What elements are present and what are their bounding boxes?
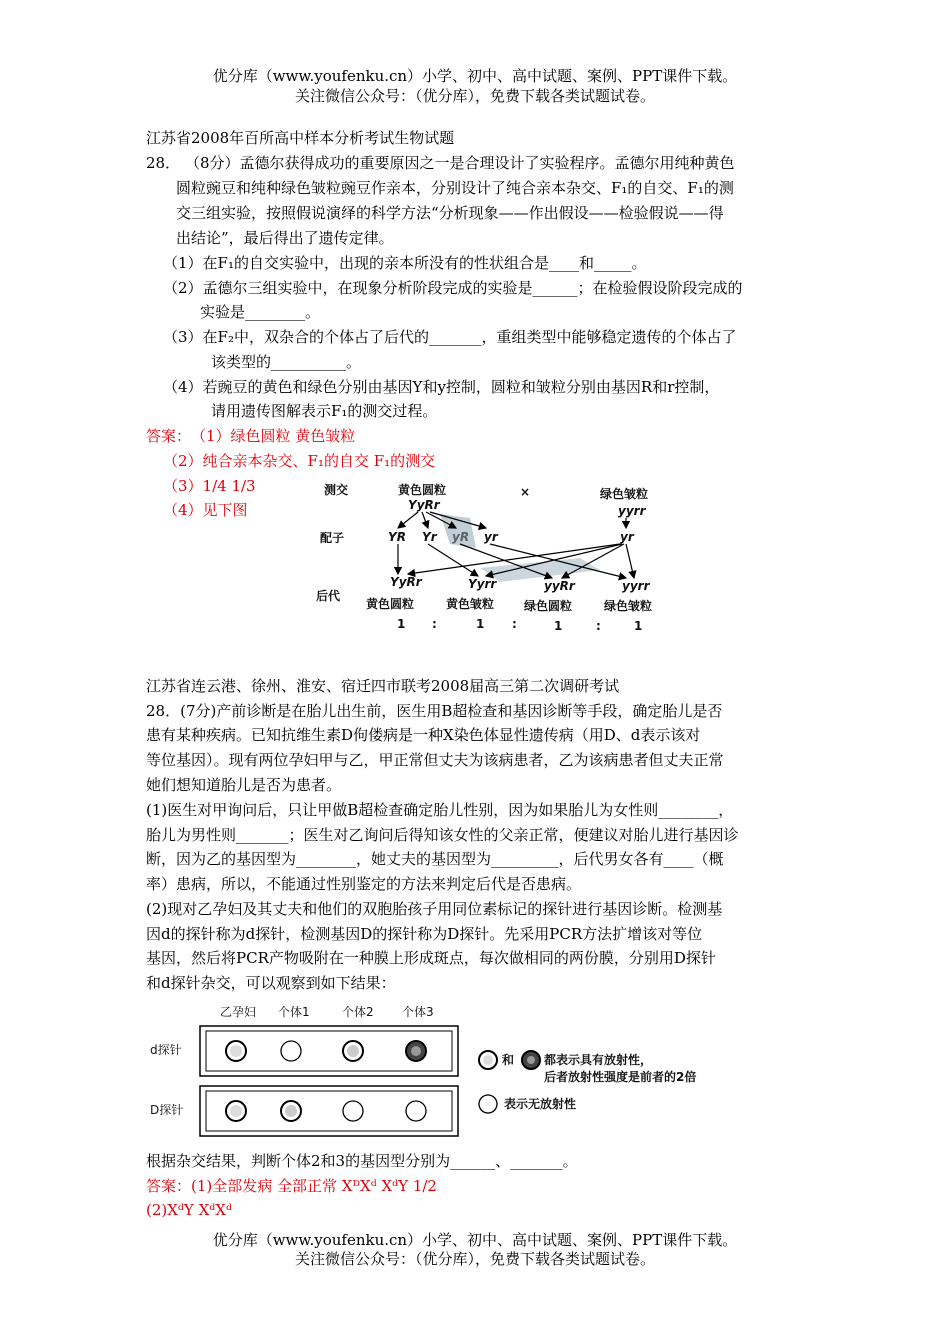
section2-part1-line-4: 率）患病，所以，不能通过性别鉴定的方法来判定后代是否患病。 xyxy=(146,875,582,893)
column-individual-3: 个体3 xyxy=(402,1005,434,1019)
answer-3: （3）1/4 1/3 xyxy=(163,477,256,495)
section2-part2-line-4: 和d探针杂交，可以观察到如下结果： xyxy=(146,974,396,992)
row-label-testcross: 测交 xyxy=(324,483,349,497)
section2-part1-line-1: (1)医生对甲询问后，只让甲做B超检查确定胎儿性别，因为如果胎儿为女性则________， xyxy=(146,801,734,819)
parent2-phenotype: 绿色皱粒 xyxy=(600,487,649,501)
column-pregnant-woman: 乙孕妇 xyxy=(220,1005,257,1019)
legend-spot-strong-core xyxy=(527,1056,535,1064)
section2-part2-line-2: 因d的探针称为d探针，检测基因D的探针称为D探针。先采用PCR方法扩增该对等位 xyxy=(146,925,703,943)
section2-stem-line-2: 患有某种疾病。已知抗维生素D佝偻病是一种X染色体显性遗传病（用D、d表示该对 xyxy=(146,726,701,744)
section2-source: 江苏省连云港、徐州、淮安、宿迁四市联考2008届高三第二次调研考试 xyxy=(146,677,620,695)
gamete-YR: YR xyxy=(388,530,406,544)
legend-none-text: 表示无放射性 xyxy=(504,1097,577,1111)
section1-question-3-line-2: 该类型的__________。 xyxy=(211,353,362,371)
answer-label: 答案： xyxy=(146,427,192,445)
section2-stem-line-4: 她们想知道胎儿是否为患者。 xyxy=(146,776,342,794)
D-spot-individual-1-core xyxy=(285,1105,297,1117)
section2-part1-line-3: 断，因为乙的基因型为________，她丈夫的基因型为_________，后代男女各有____（概 xyxy=(146,850,724,868)
legend-strength-text: 后者放射性强度是前者的2倍 xyxy=(544,1070,697,1084)
section1-question-2-line-1: （2）孟德尔三组实验中，在现象分析阶段完成的实验是______；在检验假设阶段完成的 xyxy=(163,279,743,297)
ratio-sep-3: : xyxy=(596,619,601,633)
ratio-1: 1 xyxy=(397,617,406,631)
D-spot-pregnant-woman-core xyxy=(230,1105,242,1117)
probe-figure xyxy=(146,1000,746,1140)
section1-stem-line-1: （8分）孟德尔获得成功的重要原因之一是合理设计了实验程序。孟德尔用纯种黄色 xyxy=(185,154,735,172)
legend-radioactive-text: 都表示具有放射性， xyxy=(544,1053,653,1067)
parent1-genotype: YyRr xyxy=(408,498,440,512)
offspring-genotype-3: yyRr xyxy=(544,579,575,593)
section1-question-3-line-1: （3）在F₂中，双杂合的个体占了后代的_______，重组类型中能够稳定遗传的个体占了 xyxy=(163,328,737,346)
section1-source: 江苏省2008年百所高中样本分析考试生物试题 xyxy=(146,129,455,147)
row-label-gametes: 配子 xyxy=(320,531,345,545)
legend-spot-none xyxy=(479,1095,497,1113)
section1-stem-line-4: 出结论”，最后得出了遗传定律。 xyxy=(176,229,394,247)
section2-answer-2: (2)XᵈY XᵈXᵈ xyxy=(146,1201,232,1219)
legend-and: 和 xyxy=(502,1053,515,1067)
section1-question-number: 28． xyxy=(146,154,181,172)
D-spot-individual-2 xyxy=(343,1101,363,1121)
shading-1 xyxy=(440,514,476,548)
d-spot-individual-3-core xyxy=(411,1046,421,1056)
offspring-genotype-4: yyrr xyxy=(622,579,650,593)
section1-question-2-line-2: 实验是________。 xyxy=(200,303,321,321)
D-spot-individual-3 xyxy=(406,1101,426,1121)
parent1-phenotype: 黄色圆粒 xyxy=(398,483,447,497)
section2-part2-line-3: 基因，然后将PCR产物吸附在一种膜上形成斑点，每次做相同的两份膜，分别用D探针 xyxy=(146,949,716,967)
section2-stem-line-3: 等位基因）。现有两位孕妇甲与乙，甲正常但丈夫为该病患者，乙为该病患者但丈夫正常 xyxy=(146,751,724,769)
section1-question-4-line-1: （4）若豌豆的黄色和绿色分别由基因Y和y控制，圆粒和皱粒分别由基因R和r控制， xyxy=(163,378,720,396)
section2-answer-1: 答案：(1)全部发病 全部正常 XᴰXᵈ XᵈY 1/2 xyxy=(146,1177,437,1195)
footer-line-2: 关注微信公众号：（优分库），免费下载各类试题试卷。 xyxy=(294,1250,655,1268)
column-individual-2: 个体2 xyxy=(342,1005,374,1019)
offspring-genotype-1: YyRr xyxy=(390,575,422,589)
testcross-diagram xyxy=(300,478,680,638)
offspring-phenotype-2: 黄色皱粒 xyxy=(446,597,495,611)
row-label-D-probe: D探针 xyxy=(150,1103,184,1117)
section2-part2-line-1: (2)现对乙孕妇及其丈夫和他们的双胞胎孩子用同位素标记的探针进行基因诊断。检测基 xyxy=(146,900,723,918)
offspring-phenotype-3: 绿色圆粒 xyxy=(524,599,573,613)
answer-4: （4）见下图 xyxy=(163,501,248,519)
parent2-genotype: yyrr xyxy=(618,504,646,518)
offspring-genotype-2: Yyrr xyxy=(468,577,497,591)
cross-sign: × xyxy=(520,485,531,499)
ratio-4: 1 xyxy=(634,619,643,633)
answer-2: （2）纯合亲本杂交、F₁的自交 F₁的测交 xyxy=(163,452,436,470)
gamete-parent2-yr: yr xyxy=(620,530,634,544)
header-line-2: 关注微信公众号：（优分库），免费下载各类试题试卷。 xyxy=(294,87,655,105)
section1-question-4-line-2: 请用遗传图解表示F₁的测交过程。 xyxy=(211,402,438,420)
d-spot-pregnant-woman-core xyxy=(230,1045,242,1057)
footer-line-1: 优分库（www.youfenku.cn）小学、初中、高中试题、案例、PPT课件下载。 xyxy=(212,1231,738,1249)
column-individual-1: 个体1 xyxy=(278,1005,310,1019)
legend-spot-radioactive-core xyxy=(483,1055,493,1065)
section1-stem-line-3: 交三组实验，按照假说演绎的科学方法“分析现象——作出假设——检验假说——得 xyxy=(176,204,724,222)
d-spot-individual-2-core xyxy=(347,1045,359,1057)
ratio-3: 1 xyxy=(554,619,563,633)
ratio-sep-2: : xyxy=(512,617,517,631)
answer-1: （1）绿色圆粒 黄色皱粒 xyxy=(191,427,356,445)
ratio-2: 1 xyxy=(476,617,485,631)
section2-final-question: 根据杂交结果，判断个体2和3的基因型分别为______、_______。 xyxy=(146,1152,578,1170)
section1-stem-line-2: 圆粒豌豆和纯种绿色皱粒豌豆作亲本，分别设计了纯合亲本杂交、F₁的自交、F₁的测 xyxy=(176,179,734,197)
row-label-offspring: 后代 xyxy=(316,589,341,603)
d-spot-individual-1 xyxy=(281,1041,301,1061)
header-line-1: 优分库（www.youfenku.cn）小学、初中、高中试题、案例、PPT课件下载。 xyxy=(212,67,738,85)
gamete-Yr: Yr xyxy=(422,530,437,544)
section2-stem-line-1: 28．(7分)产前诊断是在胎儿出生前，医生用B超检查和基因诊断等手段，确定胎儿是否 xyxy=(146,702,723,720)
offspring-phenotype-1: 黄色圆粒 xyxy=(366,597,415,611)
section1-question-1: （1）在F₁的自交实验中，出现的亲本所没有的性状组合是____和_____。 xyxy=(163,254,647,272)
section2-part1-line-2: 胎儿为男性则_______；医生对乙询问后得知该女性的父亲正常，便建议对胎儿进行基因诊 xyxy=(146,826,739,844)
gamete-yr: yr xyxy=(484,530,498,544)
offspring-phenotype-4: 绿色皱粒 xyxy=(604,599,653,613)
ratio-sep-1: : xyxy=(432,617,437,631)
row-label-d-probe: d探针 xyxy=(150,1043,182,1057)
